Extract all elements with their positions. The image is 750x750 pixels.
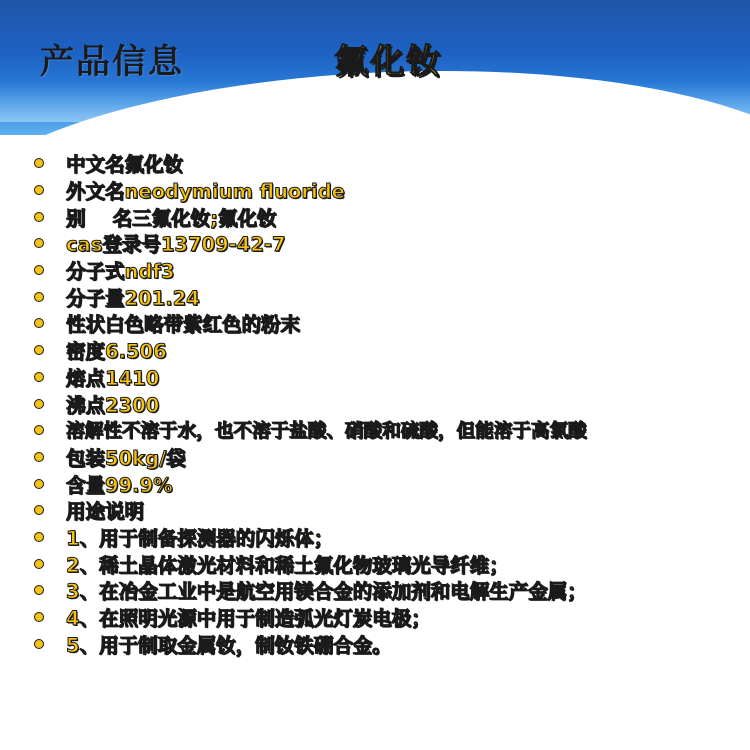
- list-item-text: 分子量201.24: [66, 286, 200, 310]
- list-item: [32, 257, 744, 284]
- list-item-text: 分子式ndf3: [66, 260, 175, 284]
- bullet-icon: [34, 292, 44, 302]
- bullet-icon: [34, 425, 44, 435]
- list-item: [32, 417, 744, 444]
- list-item-text: 沸点2300: [66, 393, 160, 417]
- list-item: [32, 283, 744, 310]
- bullet-icon: [34, 265, 44, 275]
- bullet-icon: [34, 238, 44, 248]
- list-item: [32, 550, 744, 577]
- list-item: [32, 497, 744, 524]
- bullet-icon: [34, 372, 44, 382]
- list-item: [32, 630, 744, 657]
- list-item-text: 2、稀土晶体激光材料和稀土氟化物玻璃光导纤维；: [66, 553, 509, 577]
- bullet-icon: [34, 505, 44, 515]
- list-item-text: 密度6.506: [66, 340, 167, 364]
- page-title: 产品信息: [40, 42, 184, 82]
- list-item: [32, 390, 744, 417]
- list-item-text: 含量99.9%: [66, 473, 173, 497]
- list-item-text: 熔点1410: [66, 366, 160, 390]
- bullet-icon: [34, 185, 44, 195]
- list-item-text: 性状白色略带紫红色的粉末: [66, 313, 301, 337]
- product-info-list: [32, 150, 744, 657]
- list-item-text: 3、在冶金工业中是航空用镁合金的添加剂和电解生产金属；: [66, 580, 587, 604]
- list-item-text: 用途说明: [66, 500, 145, 524]
- bullet-icon: [34, 399, 44, 409]
- bullet-icon: [34, 345, 44, 355]
- list-item-text: 5、用于制取金属钕，制钕铁硼合金。: [66, 633, 392, 657]
- bullet-icon: [34, 318, 44, 328]
- bullet-icon: [34, 212, 44, 222]
- list-item: [32, 364, 744, 391]
- bullet-icon: [34, 532, 44, 542]
- list-item-text: cas登录号13709-42-7: [66, 233, 286, 257]
- list-item: [32, 470, 744, 497]
- list-item: [32, 444, 744, 471]
- bullet-icon: [34, 612, 44, 622]
- header-banner: [0, 0, 750, 135]
- bullet-icon: [34, 585, 44, 595]
- list-item: [32, 150, 744, 177]
- list-item-text: 4、在照明光源中用于制造弧光灯炭电极；: [66, 607, 431, 631]
- bullet-icon: [34, 452, 44, 462]
- list-item: [32, 337, 744, 364]
- list-item-text: 包装50kg/袋: [66, 446, 186, 470]
- list-item: [32, 577, 744, 604]
- product-name: 氟化钕: [334, 42, 442, 82]
- list-item-text: 外文名neodymium fluoride: [66, 180, 345, 204]
- list-item: [32, 177, 744, 204]
- list-item: [32, 524, 744, 551]
- list-item-text: 中文名氟化钕: [66, 153, 184, 177]
- list-item-text: 溶解性不溶于水，也不溶于盐酸、硝酸和硫酸，但能溶于高氯酸: [66, 421, 587, 443]
- bullet-icon: [34, 639, 44, 649]
- list-item: [32, 310, 744, 337]
- list-item: [32, 604, 744, 631]
- list-item: [32, 203, 744, 230]
- list-item: [32, 230, 744, 257]
- list-item-text: 1、用于制备探测器的闪烁体；: [66, 526, 334, 550]
- bullet-icon: [34, 479, 44, 489]
- bullet-icon: [34, 559, 44, 569]
- bullet-icon: [34, 158, 44, 168]
- list-item-text: 别 名三氟化钕;氟化钕: [66, 206, 277, 230]
